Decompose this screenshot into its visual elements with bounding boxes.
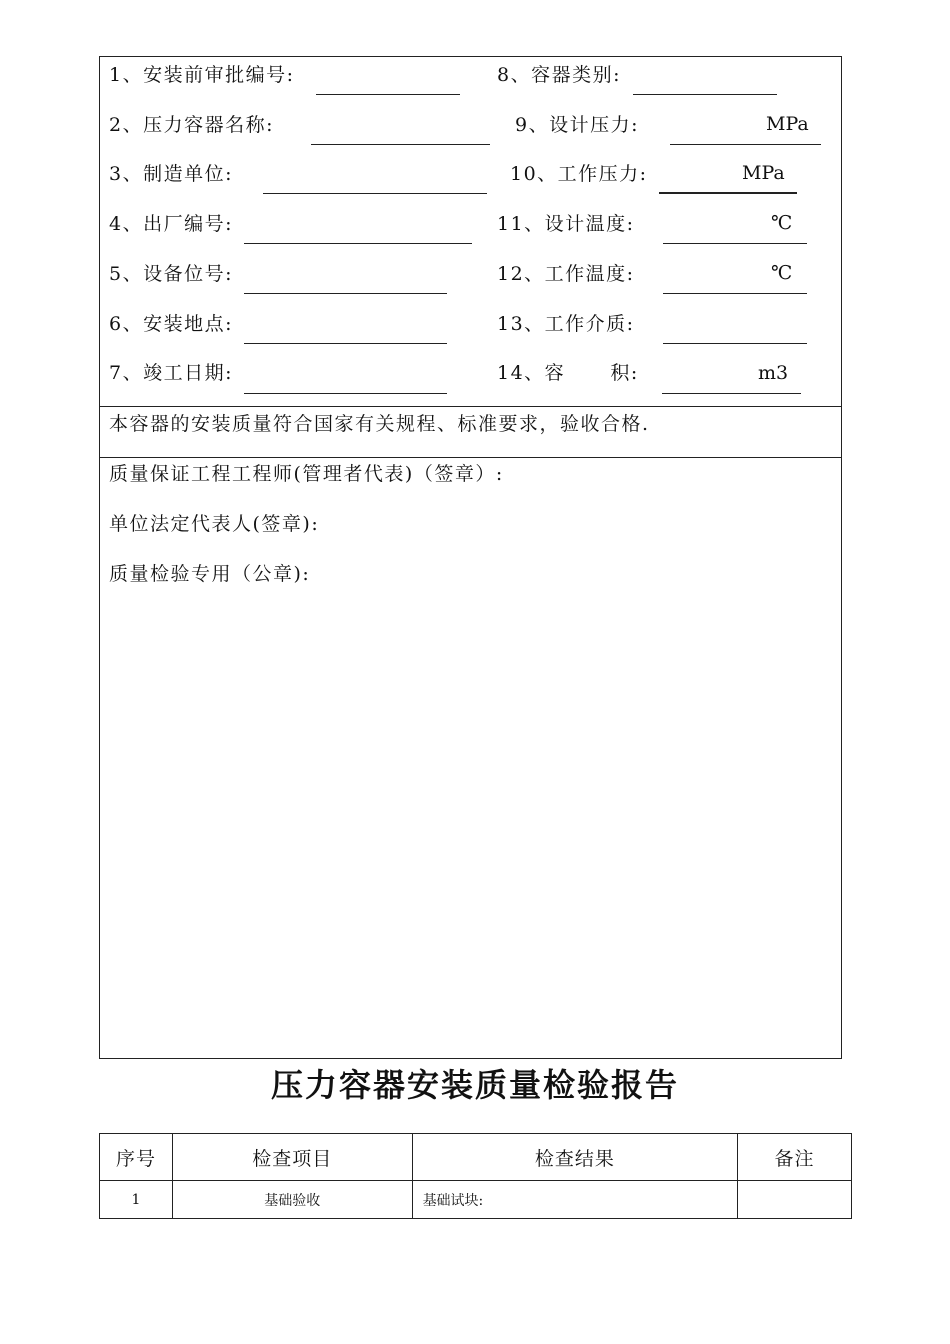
field-equipment-tag-input[interactable] — [244, 293, 447, 294]
volume-unit: m3 — [758, 362, 789, 384]
column-header-number: 序号 — [100, 1134, 173, 1181]
field-approval-number-label: 1、安装前审批编号: — [109, 64, 295, 86]
field-working-pressure-input[interactable] — [659, 192, 797, 194]
table-row — [100, 1181, 852, 1219]
field-manufacturer-label: 3、制造单位: — [109, 163, 233, 185]
field-working-pressure-label: 10、工作压力: — [510, 163, 648, 185]
field-design-temp-input[interactable] — [663, 243, 807, 244]
form-divider-signatures — [99, 457, 842, 458]
column-header-result: 检查结果 — [412, 1134, 738, 1181]
field-design-temp-label: 11、设计温度: — [497, 213, 635, 235]
field-volume-input[interactable] — [662, 393, 801, 394]
form-divider-conclusion — [99, 406, 842, 407]
field-serial-number-input[interactable] — [244, 243, 472, 244]
field-completion-date-label: 7、竣工日期: — [109, 362, 233, 384]
field-completion-date-input[interactable] — [244, 393, 447, 394]
field-working-temp-label: 12、工作温度: — [497, 263, 635, 285]
field-serial-number-label: 4、出厂编号: — [109, 213, 233, 235]
field-equipment-tag-label: 5、设备位号: — [109, 263, 233, 285]
report-title: 压力容器安装质量检验报告 — [270, 1066, 679, 1104]
signature-inspection-seal: 质量检验专用（公章): — [109, 563, 311, 585]
signature-qa-engineer: 质量保证工程工程师(管理者代表)（签章）: — [109, 463, 504, 485]
field-install-location-label: 6、安装地点: — [109, 313, 233, 335]
field-approval-number-input[interactable] — [316, 94, 460, 95]
field-design-pressure-label: 9、设计压力: — [515, 114, 639, 136]
working-pressure-unit: MPa — [742, 162, 785, 184]
column-header-note: 备注 — [738, 1134, 852, 1181]
field-vessel-category-label: 8、容器类别: — [497, 64, 621, 86]
form-frame — [99, 56, 842, 1059]
design-temp-unit: ℃ — [771, 212, 793, 234]
field-vessel-name-input[interactable] — [311, 144, 490, 145]
field-working-temp-input[interactable] — [663, 293, 807, 294]
inspection-table — [99, 1133, 852, 1219]
signature-legal-representative: 单位法定代表人(签章): — [109, 513, 320, 535]
field-design-pressure-input[interactable] — [670, 144, 821, 145]
row-result-cell[interactable]: 基础试块: — [412, 1181, 738, 1219]
conclusion-statement: 本容器的安装质量符合国家有关规程、标准要求，验收合格. — [109, 413, 650, 435]
row-note-cell[interactable] — [738, 1181, 852, 1219]
field-manufacturer-input[interactable] — [263, 193, 487, 194]
field-volume-label: 14、容 积: — [497, 362, 639, 384]
field-medium-input[interactable] — [663, 343, 807, 344]
design-pressure-unit: MPa — [766, 113, 809, 135]
field-medium-label: 13、工作介质: — [497, 313, 635, 335]
row-number-cell: 1 — [100, 1181, 173, 1219]
row-item-cell: 基础验收 — [172, 1181, 412, 1219]
table-header-row — [100, 1134, 852, 1181]
field-vessel-name-label: 2、压力容器名称: — [109, 114, 274, 136]
field-install-location-input[interactable] — [244, 343, 447, 344]
working-temp-unit: ℃ — [771, 262, 793, 284]
column-header-item: 检查项目 — [172, 1134, 412, 1181]
field-vessel-category-input[interactable] — [633, 94, 777, 95]
